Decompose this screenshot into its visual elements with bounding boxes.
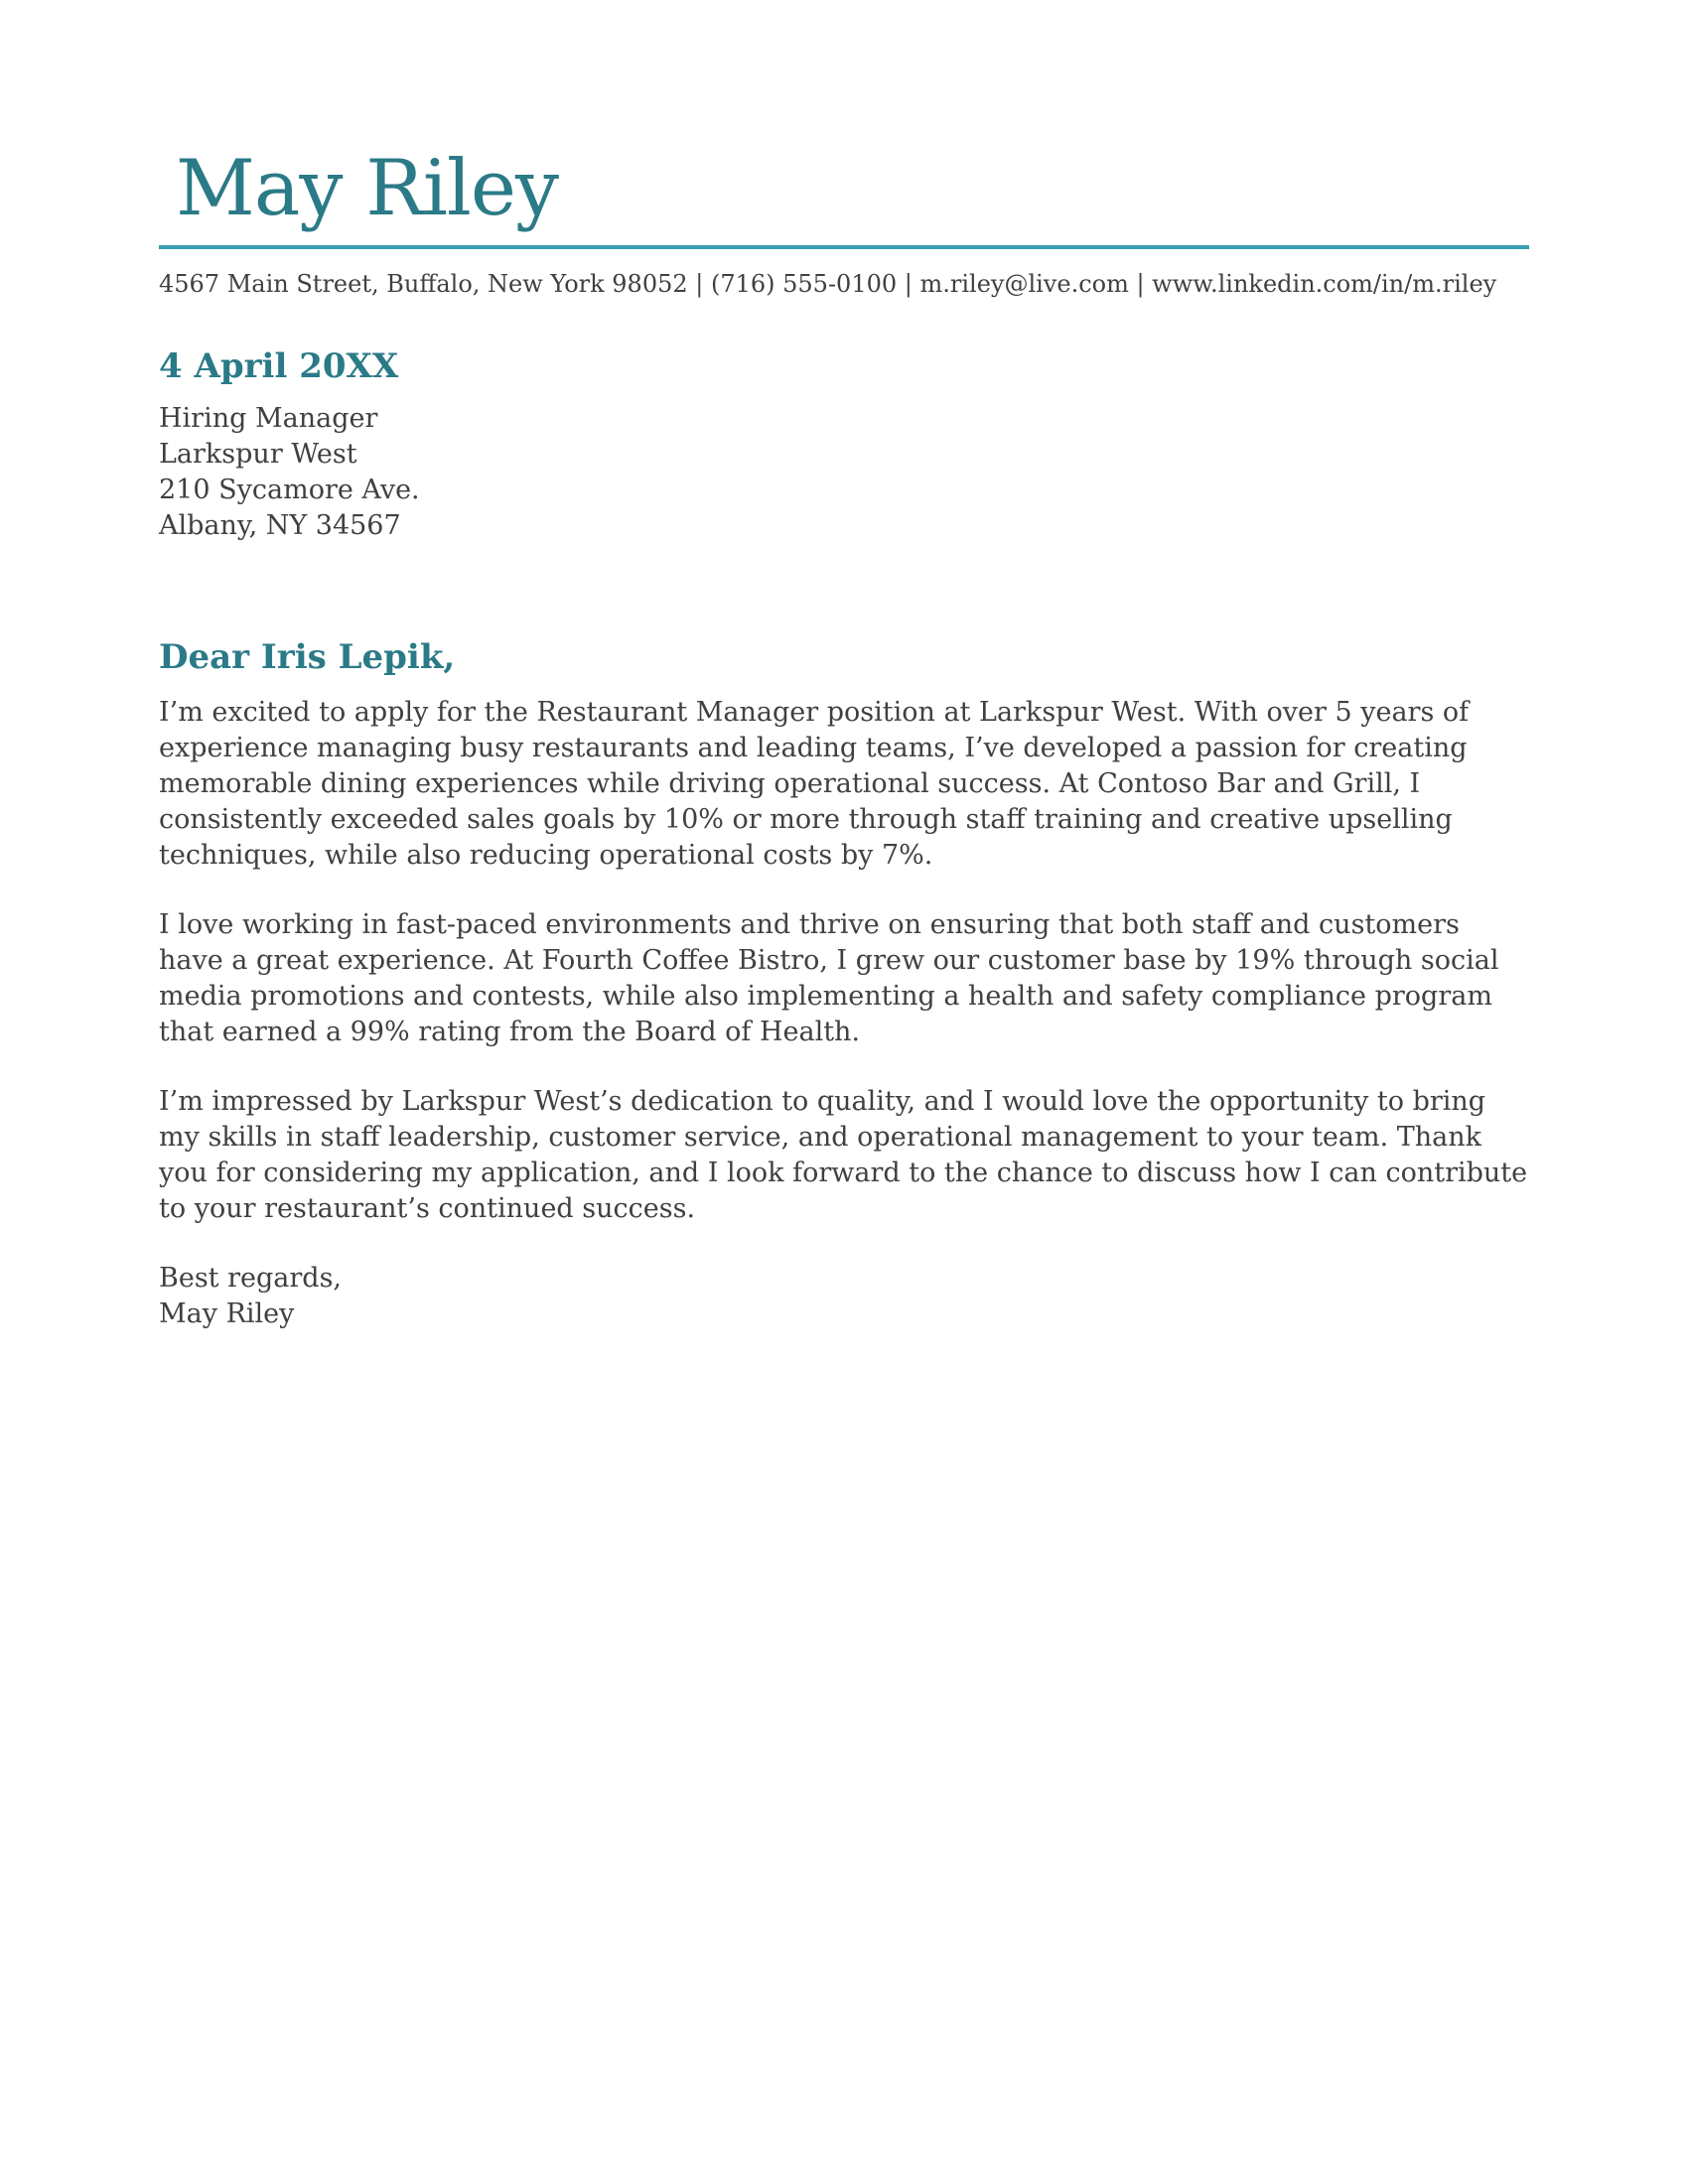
sender-name: May Riley bbox=[176, 144, 559, 233]
recipient-company: Larkspur West bbox=[159, 439, 357, 470]
recipient-title: Hiring Manager bbox=[159, 403, 378, 434]
sign-off: Best regards, bbox=[159, 1263, 343, 1294]
recipient-address bbox=[159, 401, 420, 544]
recipient-street: 210 Sycamore Ave. bbox=[159, 475, 420, 505]
letter-body bbox=[159, 695, 1529, 1332]
recipient-city: Albany, NY 34567 bbox=[159, 510, 401, 541]
header-divider bbox=[159, 245, 1529, 249]
body-paragraph-2: I love working in fast-paced environments and thrive on ensuring that both staff and customers have a great experience. At Fourth Coffee Bistro, I grew our customer base by 19% through social media promotions and contests, while also implementing a health and safety compliance program that earned a 99% rating from the Board of Health. bbox=[159, 909, 1499, 1047]
signature-name: May Riley bbox=[159, 1298, 295, 1329]
closing bbox=[159, 1261, 1529, 1332]
letter-date: 4 April 20XX bbox=[159, 346, 399, 386]
body-paragraph-3: I’m impressed by Larkspur West’s dedication to quality, and I would love the opportunity to bring my skills in staff leadership, customer service, and operational management to your team. Thank you for considering my application, and I look forward to the chance to discuss how I can contribute to your restaurant’s continued success. bbox=[159, 1086, 1528, 1224]
body-paragraph-1: I’m excited to apply for the Restaurant Manager position at Larkspur West. With over 5 years of experience managing busy restaurants and leading teams, I’ve developed a passion for creating memorable dining experiences while driving operational success. At Contoso Bar and Grill, I consistently exceeded sales goals by 10% or more through staff training and creative upselling techniques, while also reducing operational costs by 7%. bbox=[159, 697, 1470, 871]
contact-line: 4567 Main Street, Buffalo, New York 98052 | (716) 555-0100 | m.riley@live.com | www.linkedin.com/in/m.riley bbox=[159, 270, 1497, 298]
salutation: Dear Iris Lepik, bbox=[159, 637, 456, 677]
